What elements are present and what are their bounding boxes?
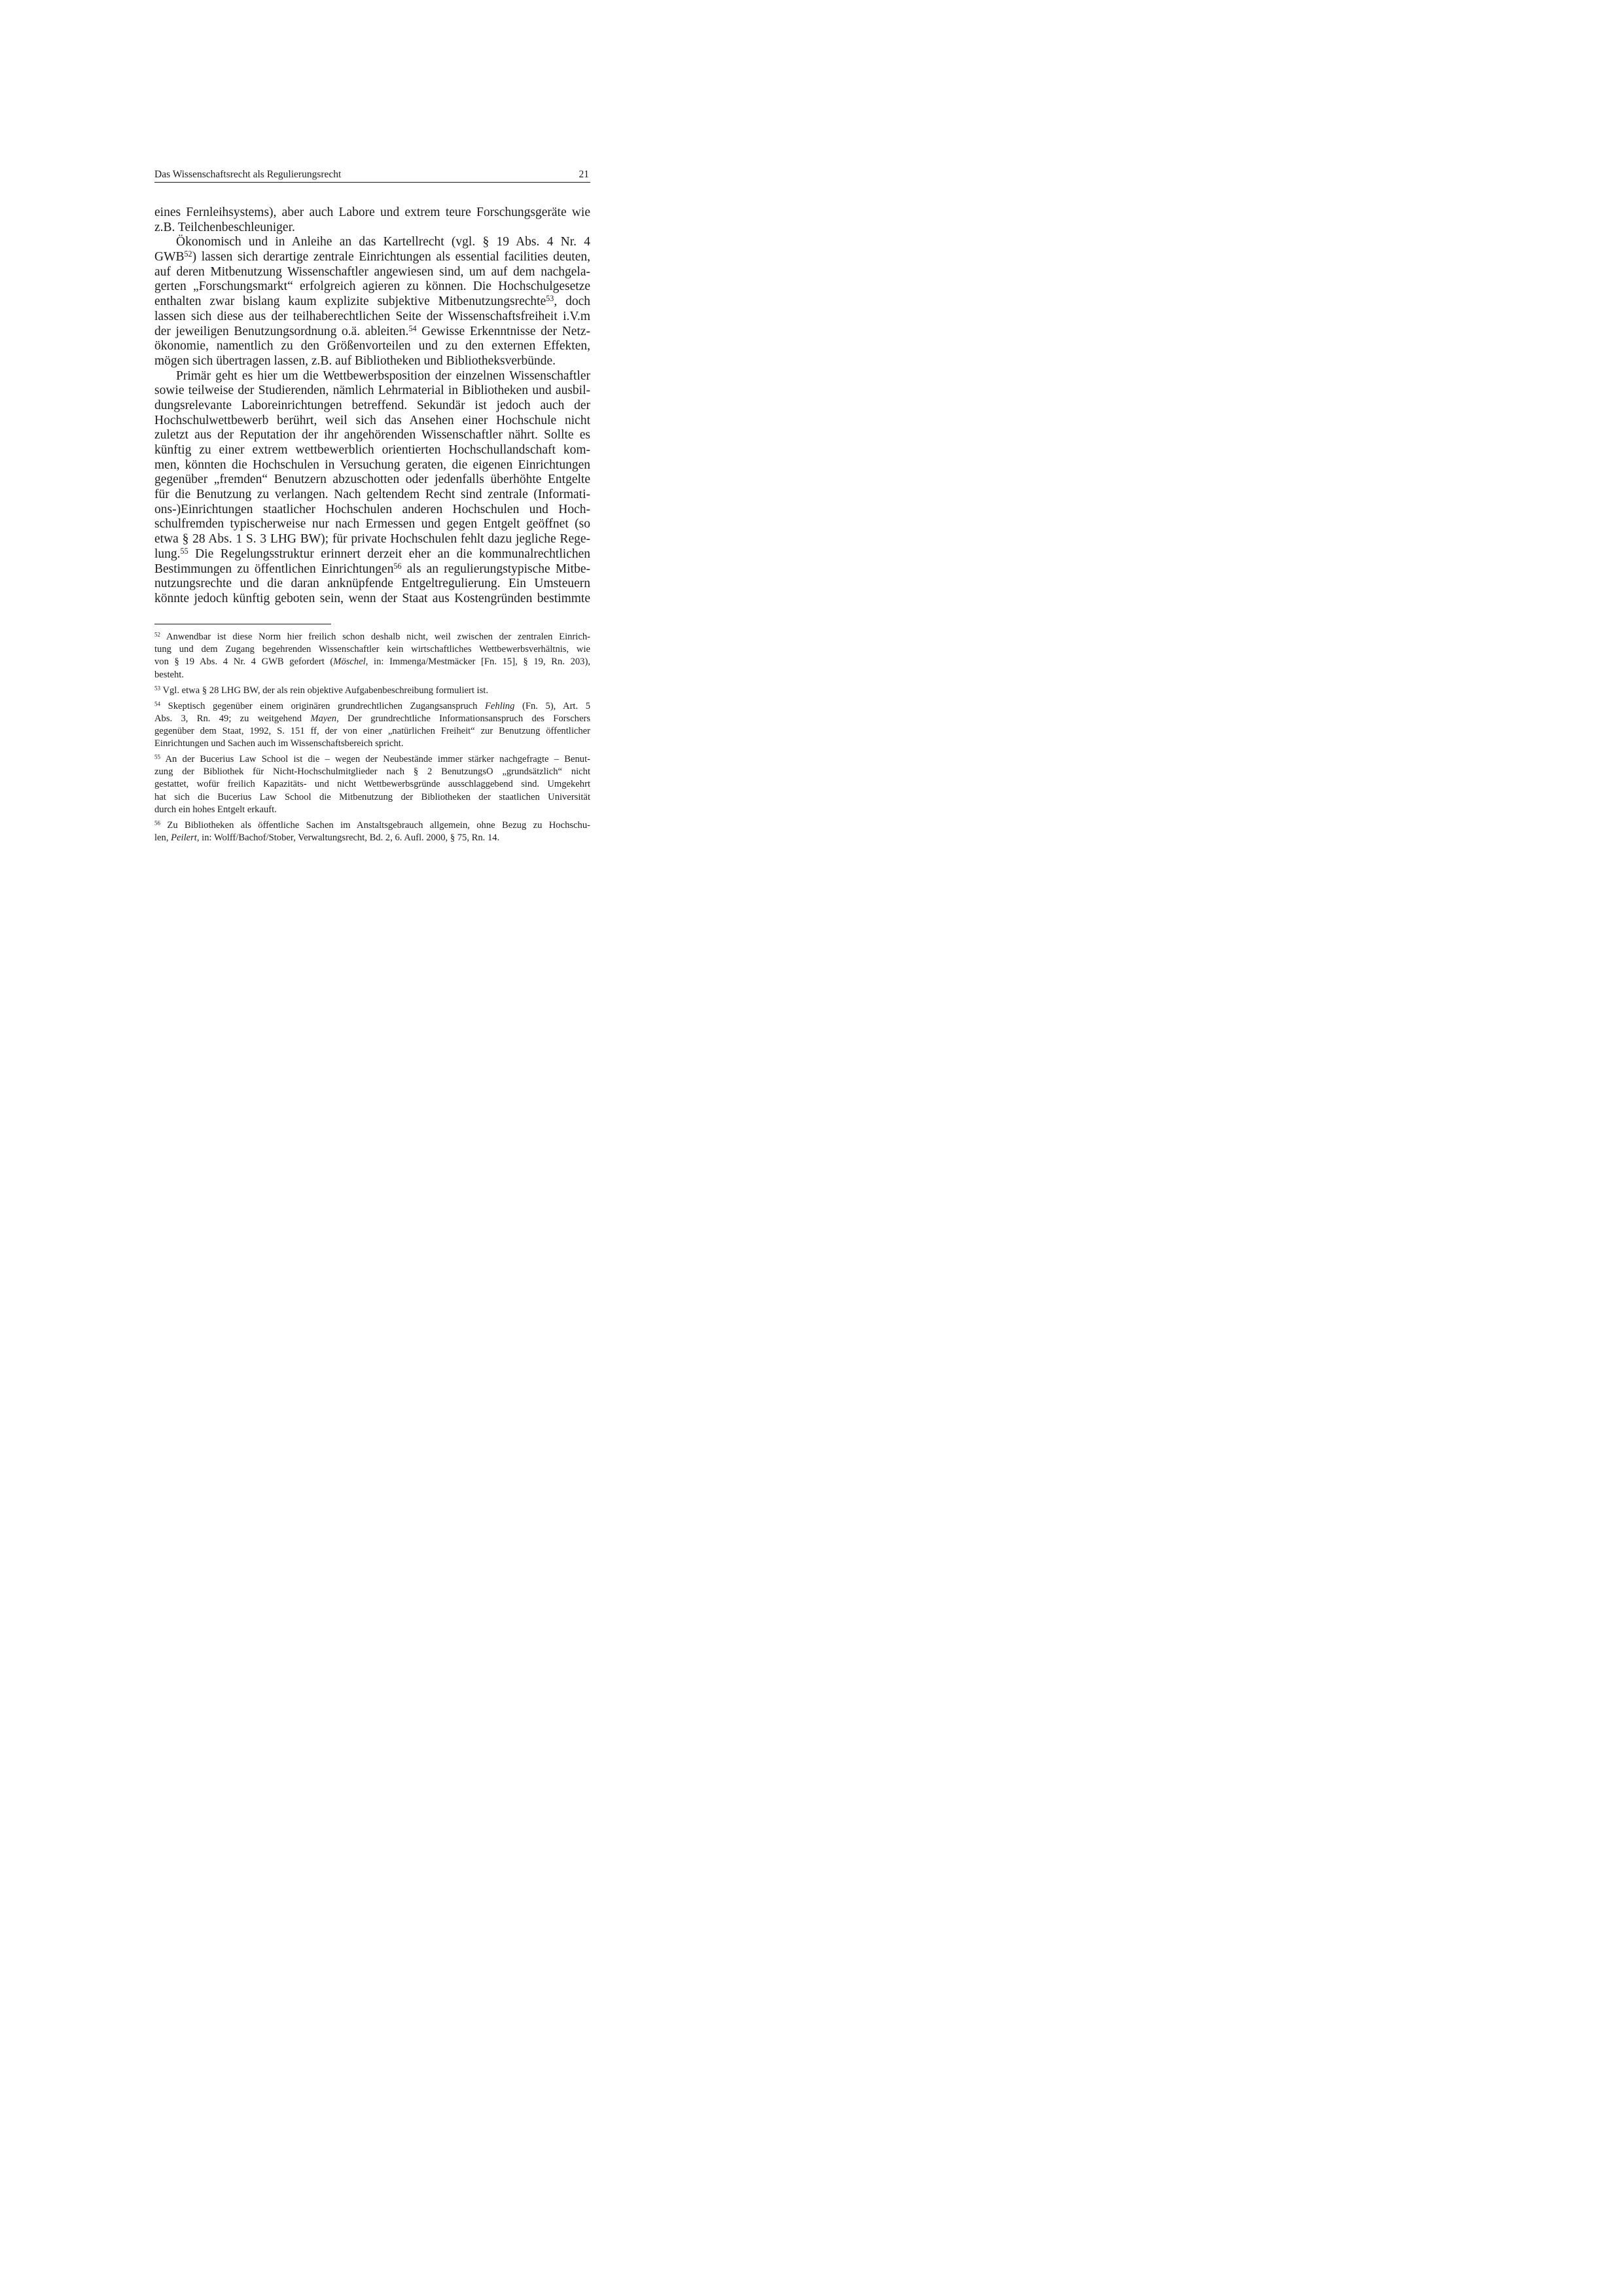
text-line: zuletzt aus der Reputation der ihr angehörenden Wissenschaftler nährt. Sollte es [154, 428, 590, 442]
footnote-ref: 53 [546, 294, 554, 304]
text-line: men, könnten die Hochschulen in Versuchung geraten, die eigenen Einrichtungen [154, 457, 590, 472]
text-line: auf deren Mitbenutzung Wissenschaftler angewiesen sind, um auf dem nachgela- [154, 264, 590, 279]
text-line: ökonomie, namentlich zu den Größenvorteilen und zu den externen Effekten, [154, 339, 590, 353]
footnotes [154, 631, 590, 848]
footnote-marker: 52 [154, 631, 161, 638]
text-line: $^{55}$ An der Bucerius Law School ist die – wegen der Neubestände immer stärker nachgefragte – Benut- [154, 753, 591, 765]
text-line: lassen sich diese aus der teilhaberechtlichen Seite der Wissenschaftsfreiheit i.V.m [154, 309, 590, 323]
text-line: gegenüber dem Staat, 1992, S. 151 ff, der von einer „natürlichen Freiheit“ zur Benutzung öffentlicher [154, 725, 590, 736]
text-line: mögen sich übertragen lassen, z.B. auf Bibliotheken und Bibliotheksverbünde. [154, 353, 556, 368]
text-line: enthalten zwar bislang kaum explizite subjektive Mitbenutzungsrechte$^{53}$, doch [154, 294, 590, 309]
text-line: hat sich die Bucerius Law School die Mitbenutzung der Bibliotheken der staatlichen Universität [154, 791, 590, 802]
footnote-55 [154, 753, 590, 816]
footnote-52 [154, 631, 590, 681]
text-line: GWB$^{52}$) lassen sich derartige zentrale Einrichtungen als essential facilities deuten, [154, 249, 590, 264]
main-text [154, 206, 590, 607]
text-line: nutzungsrechte und die daran anknüpfende Entgeltregulierung. Ein Umsteuern [154, 577, 590, 591]
text-line: durch ein hohes Entgelt erkauft. [154, 804, 277, 815]
text-line: Abs. 3, Rn. 49; zu weitgehend Mayen, Der grundrechtliche Informationsanspruch des Forschers [154, 713, 590, 724]
text-line: sowie teilweise der Studierenden, nämlich Lehrmaterial in Bibliotheken und ausbil- [154, 384, 590, 398]
footnote-53 [154, 685, 590, 697]
paragraph [154, 206, 590, 235]
paragraph [154, 369, 590, 607]
text-line: lung.$^{55}$ Die Regelungsstruktur erinnert derzeit eher an die kommunalrechtlichen [154, 546, 590, 561]
running-header [154, 169, 590, 183]
text-line: len, Peilert, in: Wolff/Bachof/Stober, Verwaltungsrecht, Bd. 2, 6. Aufl. 2000, § 75, Rn. 14. [154, 833, 500, 843]
running-header-title: Das Wissenschaftsrecht als Regulierungsrecht [154, 169, 342, 180]
footnote-ref: 56 [393, 561, 402, 571]
footnote-56 [154, 819, 590, 844]
document-page [0, 0, 722, 1021]
text-line: besteht. [154, 669, 184, 680]
text-line: für die Benutzung zu verlangen. Nach geltendem Recht sind zentrale (Informati- [154, 488, 590, 502]
text-line: tung und dem Zugang begehrenden Wissenschaftler kein wirtschaftliches Wettbewerbsverhältnis, wie [154, 644, 590, 655]
text-line: ons-)Einrichtungen staatlicher Hochschulen anderen Hochschulen und Hoch- [154, 502, 590, 516]
text-line: von § 19 Abs. 4 Nr. 4 GWB gefordert (Möschel, in: Immenga/Mestmäcker [Fn. 15], § 19, Rn. 203), [154, 656, 590, 668]
text-line: dungsrelevante Laboreinrichtungen betreffend. Sekundär ist jedoch auch der [154, 398, 590, 412]
text-line: Ökonomisch und in Anleihe an das Kartellrecht (vgl. § 19 Abs. 4 Nr. 4 [176, 235, 590, 249]
text-line: gegenüber „fremden“ Benutzern abzuschotten oder jedenfalls überhöhte Entgelte [154, 473, 590, 487]
text-line: gestattet, wofür freilich Kapazitäts- und nicht Wettbewerbsgründe ausschlaggebend sind. Umgekehrt [154, 779, 590, 790]
footnote-54 [154, 700, 590, 751]
footnote-ref: 54 [408, 323, 417, 333]
text-line: z.B. Teilchenbeschleuniger. [154, 220, 295, 234]
text-line: schulfremden typischerweise nur nach Ermessen und gegen Entgelt geöffnet (so [154, 517, 590, 531]
text-line: Einrichtungen und Sachen auch im Wissenschaftsbereich spricht. [154, 738, 404, 749]
paragraph [154, 235, 590, 368]
text-line: $^{53}$ Vgl. etwa § 28 LHG BW, der als rein objektive Aufgabenbeschreibung formuliert ist. [154, 685, 488, 696]
text-line: zung der Bibliothek für Nicht-Hochschulmitglieder nach § 2 BenutzungsO „grundsätzlich“ nicht [154, 766, 590, 778]
text-line: $^{54}$ Skeptisch gegenüber einem originären grundrechtlichen Zugangsanspruch Fehling (Fn. 5), Art. 5 [154, 700, 590, 711]
footnote-marker: 56 [154, 819, 161, 827]
text-line: $^{56}$ Zu Bibliotheken als öffentliche Sachen im Anstaltsgebrauch allgemein, ohne Bezug zu Hochschu- [154, 819, 590, 831]
footnote-marker: 55 [154, 753, 161, 761]
text-line: Primär geht es hier um die Wettbewerbsposition der einzelnen Wissenschaftler [176, 368, 590, 383]
page-number: 21 [579, 169, 589, 180]
footnote-ref: 52 [184, 249, 192, 259]
footnote-marker: 54 [154, 700, 161, 708]
text-line: etwa § 28 Abs. 1 S. 3 LHG BW); für private Hochschulen fehlt dazu jegliche Rege- [154, 532, 590, 547]
footnote-marker: 53 [154, 685, 161, 692]
text-line: könnte jedoch künftig geboten sein, wenn der Staat aus Kostengründen bestimmte [154, 591, 590, 605]
text-line: künftig zu einer extrem wettbewerblich orientierten Hochschullandschaft kom- [154, 443, 590, 457]
text-line: gerten „Forschungsmarkt“ erfolgreich agieren zu können. Die Hochschulgesetze [154, 279, 590, 294]
text-line: eines Fernleihsystems), aber auch Labore und extrem teure Forschungsgeräte wie [154, 206, 590, 219]
text-line: der jeweiligen Benutzungsordnung o.ä. ableiten.$^{54}$ Gewisse Erkenntnisse der Netz- [154, 323, 591, 338]
footnote-ref: 55 [180, 546, 188, 556]
text-line: Hochschulwettbewerb berührt, weil sich das Ansehen einer Hochschule nicht [154, 413, 590, 427]
text-line: $^{52}$ Anwendbar ist diese Norm hier freilich schon deshalb nicht, weil zwischen der zentralen Einrich- [154, 631, 591, 642]
text-line: Bestimmungen zu öffentlichen Einrichtungen$^{56}$ als an regulierungstypische Mitbe- [154, 561, 590, 576]
